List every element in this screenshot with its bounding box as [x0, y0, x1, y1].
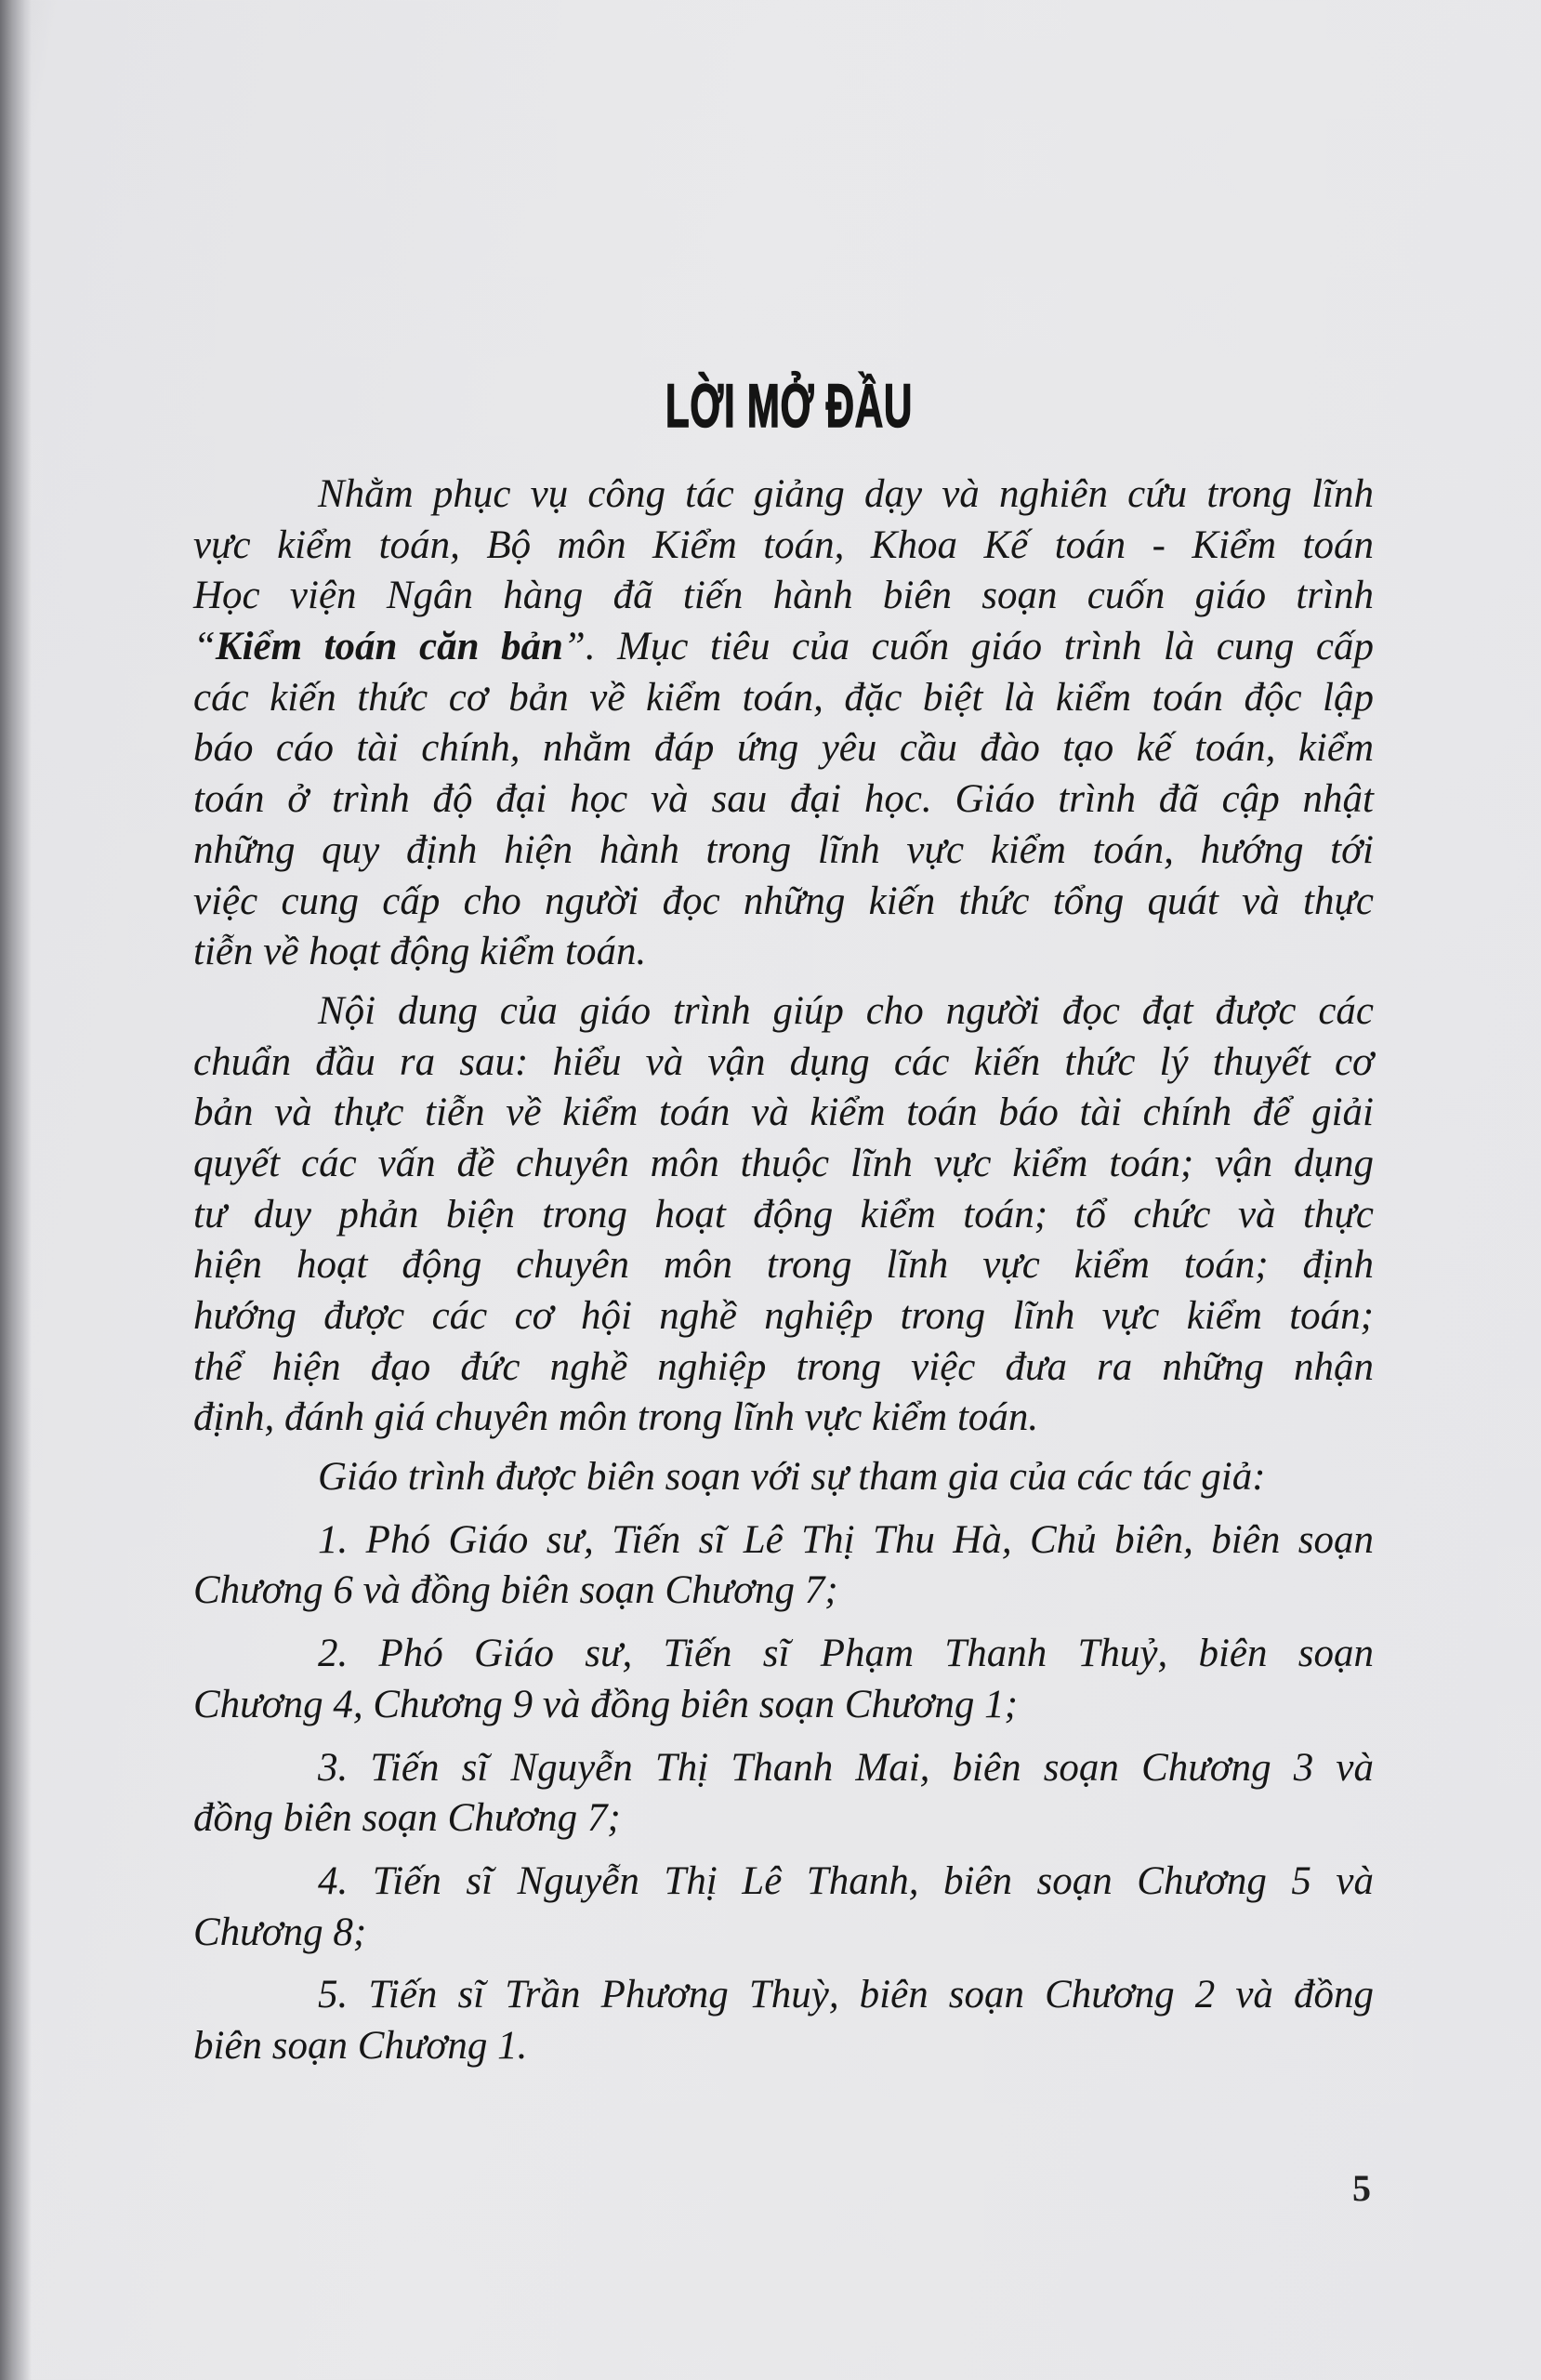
- text-line: quyết các vấn đề chuyên môn thuộc lĩnh vực kiểm toán; vận dụng: [193, 1141, 1374, 1185]
- body-text: [193, 469, 1374, 2084]
- text-line: việc cung cấp cho người đọc những kiến thức tổng quát và thực: [193, 879, 1374, 923]
- text-segment: ”. Mục tiêu của cuốn giáo trình là cung cấp: [562, 625, 1374, 669]
- book-title-emphasis: Kiểm toán căn bản: [215, 625, 563, 669]
- text-line: 5. Tiến sĩ Trần Phương Thuỳ, biên soạn Chương 2 và đồng: [318, 1973, 1374, 2017]
- text-line: những quy định hiện hành trong lĩnh vực kiểm toán, hướng tới: [193, 827, 1374, 872]
- text-line: 3. Tiến sĩ Nguyễn Thị Thanh Mai, biên soạn Chương 3 và: [318, 1745, 1374, 1790]
- book-spine-shadow: [0, 0, 32, 2380]
- text-line: [193, 622, 1374, 673]
- text-line: định, đánh giá chuyên môn trong lĩnh vực kiểm toán.: [193, 1395, 1039, 1440]
- page-title-text: LỜI MỞ ĐẦU: [665, 371, 914, 440]
- paragraph: [193, 986, 1374, 1444]
- text-line: Chương 8;: [193, 1910, 367, 1954]
- paragraph: [193, 1629, 1374, 1730]
- text-segment: “: [193, 625, 216, 669]
- paragraph: [193, 1857, 1374, 1958]
- text-line: 4. Tiến sĩ Nguyễn Thị Lê Thanh, biên soạn Chương 5 và: [318, 1858, 1374, 1903]
- text-line: Nhằm phục vụ công tác giảng dạy và nghiên cứu trong lĩnh: [318, 472, 1374, 516]
- text-line: Học viện Ngân hàng đã tiến hành biên soạn cuốn giáo trình: [193, 574, 1374, 618]
- text-line: tiễn về hoạt động kiểm toán.: [193, 930, 647, 974]
- text-line: Nội dung của giáo trình giúp cho người đọc đạt được các: [318, 988, 1374, 1033]
- text-line: 2. Phó Giáo sư, Tiến sĩ Phạm Thanh Thuỷ, biên soạn: [318, 1632, 1374, 1676]
- text-line: Giáo trình được biên soạn với sự tham gia của các tác giả:: [318, 1455, 1266, 1500]
- paragraph: [193, 469, 1374, 978]
- text-line: hiện hoạt động chuyên môn trong lĩnh vực kiểm toán; định: [193, 1243, 1374, 1288]
- text-line: bản và thực tiễn về kiểm toán và kiểm toán báo tài chính để giải: [193, 1091, 1374, 1135]
- text-line: Chương 4, Chương 9 và đồng biên soạn Chương 1;: [193, 1682, 1018, 1726]
- paragraph: [193, 1515, 1374, 1617]
- text-line: chuẩn đầu ra sau: hiểu và vận dụng các kiến thức lý thuyết cơ: [193, 1039, 1374, 1084]
- text-line: toán ở trình độ đại học và sau đại học. Giáo trình đã cập nhật: [193, 777, 1374, 822]
- text-line: 1. Phó Giáo sư, Tiến sĩ Lê Thị Thu Hà, Chủ biên, biên soạn: [318, 1517, 1374, 1562]
- page-number: 5: [1352, 2167, 1371, 2209]
- text-line: hướng được các cơ hội nghề nghiệp trong lĩnh vực kiểm toán;: [193, 1294, 1374, 1338]
- text-line: báo cáo tài chính, nhằm đáp ứng yêu cầu đào tạo kế toán, kiểm: [193, 726, 1374, 771]
- text-line: vực kiểm toán, Bộ môn Kiểm toán, Khoa Kế toán - Kiểm toán: [193, 522, 1374, 567]
- page-title: [0, 370, 1541, 441]
- text-line: biên soạn Chương 1.: [193, 2023, 528, 2068]
- text-line: đồng biên soạn Chương 7;: [193, 1796, 621, 1841]
- text-line: các kiến thức cơ bản về kiểm toán, đặc biệt là kiểm toán độc lập: [193, 675, 1374, 720]
- paragraph: [193, 1743, 1374, 1844]
- text-line: thể hiện đạo đức nghề nghiệp trong việc đưa ra những nhận: [193, 1344, 1374, 1389]
- paragraph: [193, 1970, 1374, 2071]
- text-line: tư duy phản biện trong hoạt động kiểm toán; tổ chức và thực: [193, 1192, 1374, 1236]
- text-line: Chương 6 và đồng biên soạn Chương 7;: [193, 1568, 838, 1613]
- paragraph: [193, 1452, 1374, 1503]
